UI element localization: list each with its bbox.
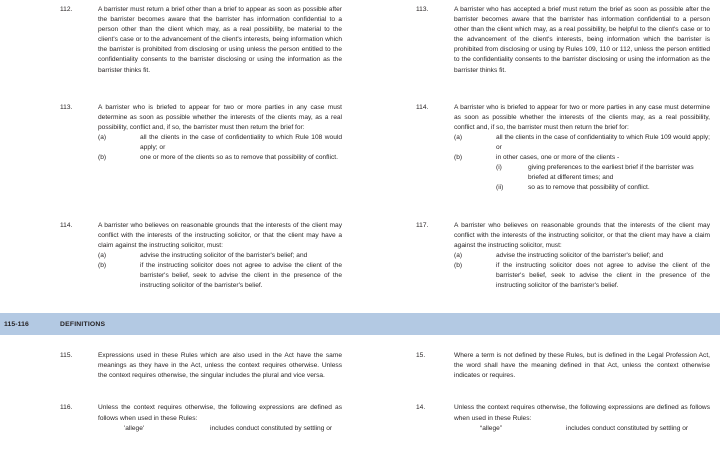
sub-marker: (a) — [98, 133, 107, 141]
definition-term: 'allege' — [124, 424, 145, 432]
clause-number: 115. — [60, 352, 73, 360]
clause-body — [454, 403, 720, 433]
clause-114-right — [360, 103, 720, 194]
column-right — [360, 5, 720, 87]
clause-114-left — [0, 221, 360, 292]
sub-item — [454, 261, 710, 291]
column-left — [0, 403, 360, 444]
sub-marker: (b) — [454, 154, 463, 162]
clause-text: A barrister who has accepted a brief must return the brief as soon as possible after the barrister becomes aware that the barrister has information confidential to a person other than the client which may, as a real possibility, be helpful to the client's case or to the advancement of the client's interests, being information which the barrister is prohibited from disclosing or using by Rules 109, 110 or 112, unless the person entitled to the confidentiality consents to the barrister disclosing or using the information as the barrister thinks fit. — [454, 6, 710, 74]
clause-text: Expressions used in these Rules which are also used in the Act have the same meanings as they have in the Act, unless the context requires otherwise. Unless the context requires otherwise, the singular includes the plural and vice versa. — [98, 352, 342, 380]
sub-item — [98, 153, 342, 163]
definition-row — [124, 424, 342, 434]
sub-marker: (a) — [454, 133, 463, 141]
subsub-marker: (ii) — [496, 184, 504, 192]
clause-text: A barrister who believes on reasonable grounds that the interests of the client may conflict with the interests of the instructing solicitor, or that the client may have a claim against the instructing solicitor, must: — [454, 221, 710, 249]
sub-marker: (b) — [454, 261, 463, 269]
sub-text: all the clients in the case of confidentiality to which Rule 108 would apply; or — [140, 133, 342, 152]
clause-number: 117. — [416, 221, 429, 229]
sub-item — [454, 153, 710, 163]
clause-number: 113. — [416, 6, 429, 13]
definition-term: “allege” — [480, 424, 502, 432]
definition-meaning: includes conduct constituted by settling or — [210, 424, 333, 432]
clause-113-left — [0, 103, 360, 164]
clause-text: A barrister who believes on reasonable grounds that the interests of the client may conflict with the interests of the instructing solicitor, or that the client may have a claim against the instructing solicitor, must: — [98, 221, 342, 249]
clause-body — [454, 221, 720, 292]
sub-text: all the clients in the case of confidentiality to which Rule 109 would apply; or — [496, 133, 710, 152]
subsub-marker: (i) — [496, 164, 502, 172]
column-left — [0, 221, 360, 303]
sub-text: advise the instructing solicitor of the barrister's belief; and — [140, 251, 308, 259]
sub-marker: (a) — [98, 251, 107, 259]
clause-row — [0, 103, 720, 205]
block-gap — [0, 87, 720, 103]
clause-15-right — [360, 351, 720, 381]
block-gap — [0, 392, 720, 403]
clause-112 — [0, 5, 360, 76]
sub-item — [98, 261, 342, 291]
post-band-gap — [0, 335, 720, 351]
clause-117-right — [360, 221, 720, 292]
clause-113-right — [360, 5, 720, 76]
section-range: 115-116 — [4, 320, 29, 328]
clause-body — [98, 403, 360, 433]
clause-number: 116. — [60, 404, 73, 412]
clause-row — [0, 403, 720, 444]
sub-text: advise the instructing solicitor of the barrister's belief; and — [496, 251, 664, 259]
clause-text: A barrister who is briefed to appear for two or more parties in any case must determine as soon as possible whether the interests of the clients may, as a real possibility, conflict and, if so, the barrister must then return the brief for: — [98, 103, 342, 131]
clause-text: A barrister who is briefed to appear for two or more parties in any case must determine as soon as possible whether the interests of the clients may, as a real possibility, conflict and, if so, the barrister must then return the brief for: — [454, 103, 710, 131]
sub-item — [98, 133, 342, 153]
clause-text: Where a term is not defined by these Rules, but is defined in the Legal Profession Act, the word shall have the meaning defined in that Act, unless the context otherwise indicates or requires. — [454, 352, 710, 380]
sub-marker: (b) — [98, 261, 107, 269]
clause-text: A barrister must return a brief other than a brief to appear as soon as possible after the barrister becomes aware that the barrister has information confidential to a person other than the client which may, as a real possibility, be material to the client's case or to the advancement of the client's interests, being information which the barrister is prohibited from disclosing or using unless the person entitled to the confidentiality consents to the barrister disclosing or using the information as the barrister thinks fit. — [98, 6, 342, 74]
sub-marker: (a) — [454, 251, 463, 259]
subsub-item — [496, 163, 710, 183]
sub-marker: (b) — [98, 154, 107, 162]
clause-body — [98, 103, 360, 164]
clause-row — [0, 221, 720, 303]
clause-row — [0, 351, 720, 392]
clause-body — [98, 221, 360, 292]
clause-14-right — [360, 403, 720, 433]
sub-text: if the instructing solicitor does not agree to advise the client of the barrister's belief, seek to advise the client in the presence of the instructing solicitor of the barrister's belief. — [496, 261, 710, 290]
clause-number: 114. — [416, 103, 429, 111]
sub-item — [98, 251, 342, 261]
clause-text: Unless the context requires otherwise, the following expressions are defined as follows when used in these Rules: — [98, 404, 342, 422]
column-right — [360, 403, 720, 444]
column-left — [0, 351, 360, 392]
subsub-text: so as to remove that possibility of conflict. — [528, 184, 650, 192]
column-right — [360, 351, 720, 392]
section-title: DEFINITIONS — [60, 320, 106, 328]
sub-text: if the instructing solicitor does not agree to advise the client of the barrister's belief, seek to advise the client in the presence of the instructing solicitor of the barrister's belief. — [140, 261, 342, 290]
sub-item — [454, 251, 710, 261]
clause-row — [0, 5, 720, 87]
column-right — [360, 221, 720, 303]
clause-text: Unless the context requires otherwise, the following expressions are defined as follows when used in these Rules: — [454, 404, 710, 422]
clause-body — [454, 103, 720, 194]
definition-row — [480, 424, 710, 434]
sub-item — [454, 133, 710, 153]
section-heading-band — [0, 313, 720, 335]
column-left — [0, 103, 360, 205]
clause-115-left — [0, 351, 360, 381]
sub-text: in other cases, one or more of the clients - — [496, 154, 620, 162]
subsub-text: giving preferences to the earliest brief if the barrister was briefed at different times; and — [528, 164, 694, 182]
clause-number: 15. — [416, 352, 426, 360]
sub-text: one or more of the clients so as to remove that possibility of conflict. — [140, 154, 338, 162]
definition-meaning: includes conduct constituted by settling or — [566, 424, 689, 432]
block-gap — [0, 205, 720, 221]
column-right — [360, 103, 720, 205]
subsub-item — [496, 183, 710, 193]
clause-number: 114. — [60, 221, 73, 229]
clause-number: 113. — [60, 103, 73, 111]
clause-116-left — [0, 403, 360, 433]
clause-number: 112. — [60, 6, 73, 13]
pre-band-gap — [0, 302, 720, 313]
clause-number: 14. — [416, 404, 426, 412]
column-left — [0, 5, 360, 87]
